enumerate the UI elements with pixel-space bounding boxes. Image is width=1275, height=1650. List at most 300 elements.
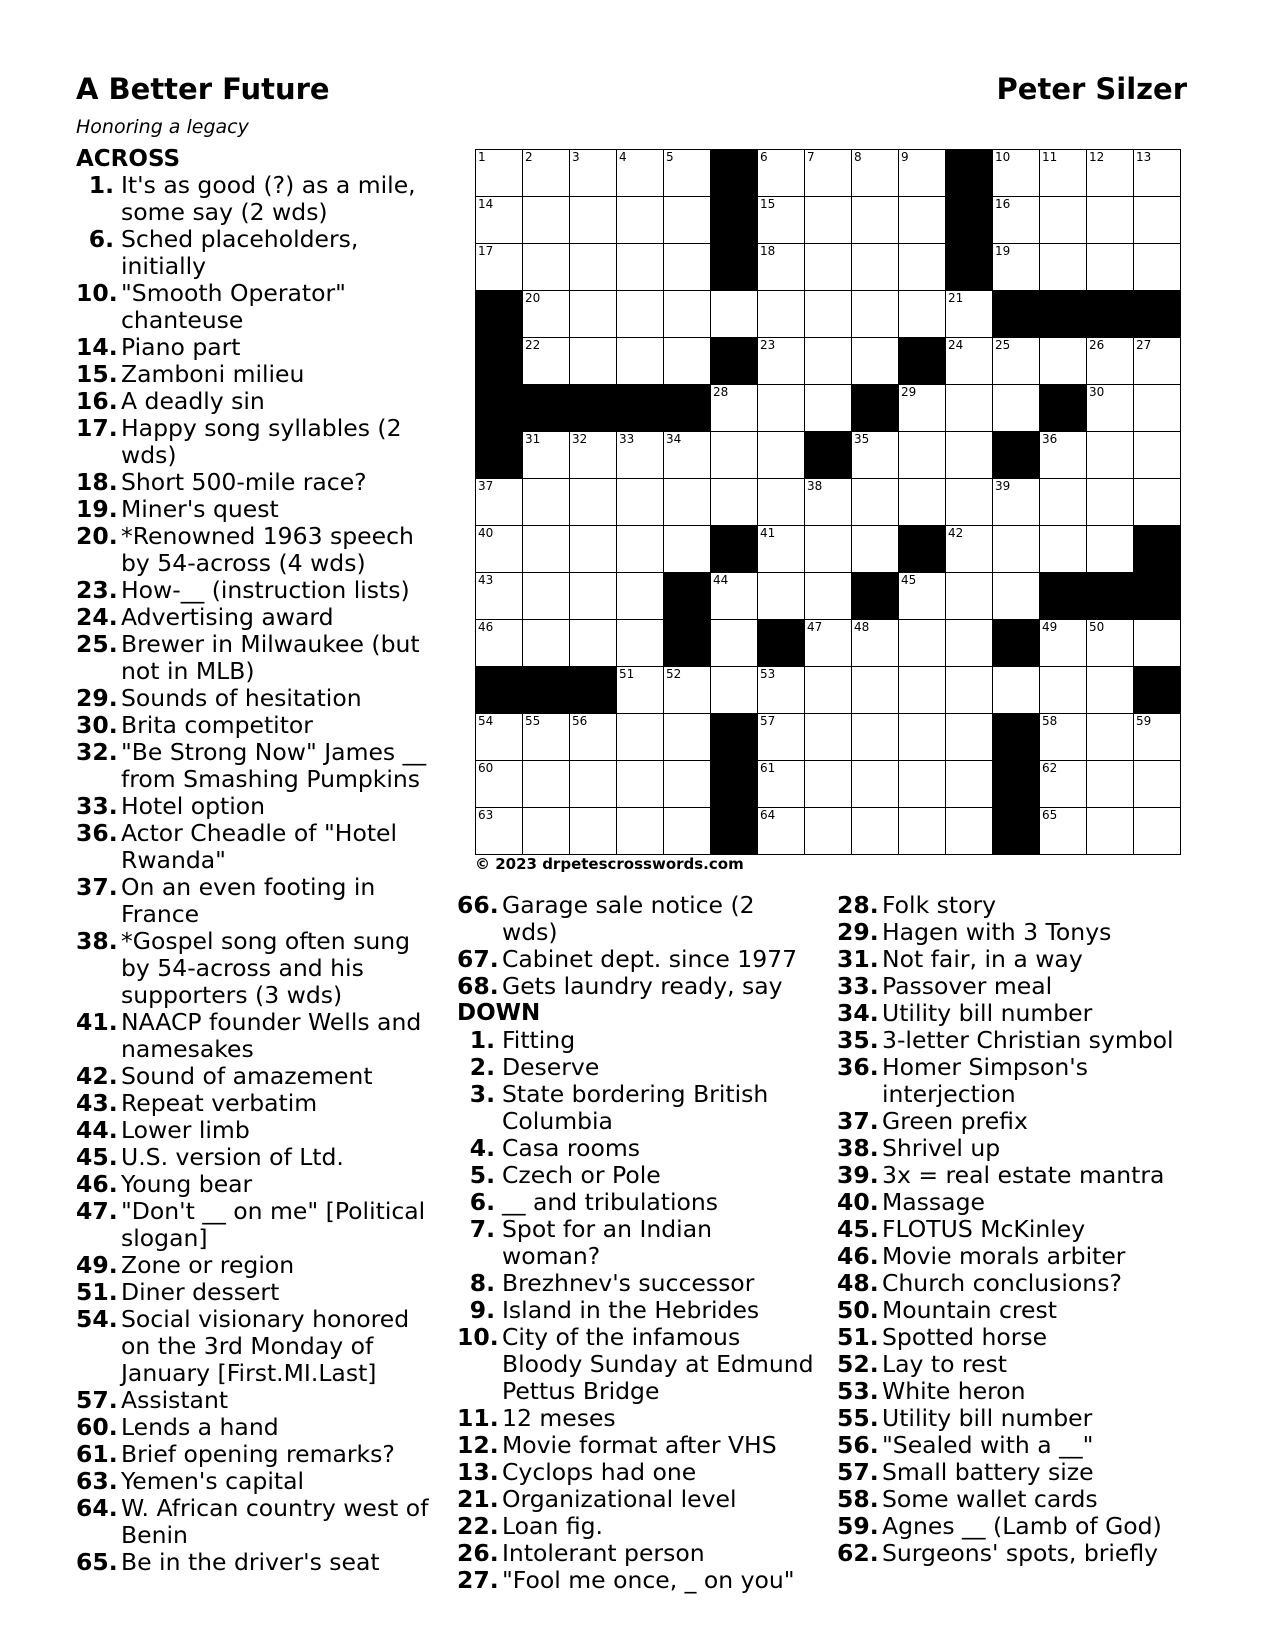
grid-cell[interactable] — [1040, 338, 1087, 385]
clue-item[interactable] — [837, 1432, 1177, 1459]
grid-cell[interactable] — [523, 197, 570, 244]
grid-cell[interactable] — [711, 573, 758, 620]
clue-item[interactable] — [837, 973, 1177, 1000]
clue-item[interactable] — [76, 820, 436, 874]
clue-number: 56. — [837, 1431, 879, 1459]
grid-cell[interactable] — [570, 244, 617, 291]
clue-item[interactable] — [837, 1297, 1177, 1324]
grid-cell[interactable] — [758, 291, 805, 338]
grid-cell[interactable] — [1087, 385, 1134, 432]
grid-cell[interactable] — [1040, 479, 1087, 526]
grid-cell[interactable] — [899, 620, 946, 667]
grid-cell[interactable] — [523, 808, 570, 855]
grid-cell[interactable] — [711, 291, 758, 338]
grid-block — [664, 573, 711, 620]
grid-cell[interactable] — [805, 620, 852, 667]
grid-cell[interactable] — [758, 526, 805, 573]
grid-cell[interactable] — [899, 291, 946, 338]
grid-cell[interactable] — [899, 150, 946, 197]
grid-cell[interactable] — [664, 197, 711, 244]
grid-cell[interactable] — [805, 291, 852, 338]
grid-cell[interactable] — [899, 573, 946, 620]
grid-cell[interactable] — [664, 761, 711, 808]
grid-cell[interactable] — [805, 150, 852, 197]
clue-item[interactable] — [457, 1567, 817, 1594]
grid-cell[interactable] — [523, 338, 570, 385]
clue-item[interactable] — [457, 1513, 817, 1540]
grid-cell[interactable] — [758, 479, 805, 526]
grid-block — [711, 150, 758, 197]
grid-cell[interactable] — [1087, 150, 1134, 197]
clue-number: 34. — [837, 999, 879, 1027]
clue-text: White heron — [882, 1377, 1026, 1405]
clue-text: Advertising award — [121, 603, 334, 631]
grid-cell[interactable] — [805, 573, 852, 620]
grid-cell[interactable] — [617, 526, 664, 573]
clue-item[interactable] — [837, 892, 1177, 919]
clue-item[interactable] — [76, 1441, 436, 1468]
grid-cell[interactable] — [664, 714, 711, 761]
grid-cell[interactable] — [758, 150, 805, 197]
grid-cell[interactable] — [664, 338, 711, 385]
clue-item[interactable] — [457, 1162, 817, 1189]
grid-cell[interactable] — [899, 385, 946, 432]
grid-cell[interactable] — [711, 620, 758, 667]
grid-cell[interactable] — [1087, 526, 1134, 573]
clue-item[interactable] — [457, 1297, 817, 1324]
grid-cell[interactable] — [1134, 714, 1181, 761]
grid-cell[interactable] — [758, 244, 805, 291]
clue-item[interactable] — [76, 1171, 436, 1198]
grid-cell[interactable] — [852, 150, 899, 197]
grid-cell[interactable] — [993, 197, 1040, 244]
grid-cell[interactable] — [1134, 197, 1181, 244]
grid-cell[interactable] — [993, 526, 1040, 573]
clue-item[interactable] — [837, 1135, 1177, 1162]
across-clues-column-2 — [457, 892, 817, 1000]
grid-cell[interactable] — [1087, 667, 1134, 714]
grid-block — [946, 197, 993, 244]
grid-cell[interactable] — [805, 667, 852, 714]
grid-cell[interactable] — [1040, 526, 1087, 573]
grid-cell[interactable] — [899, 432, 946, 479]
grid-cell[interactable] — [758, 808, 805, 855]
grid-cell[interactable] — [617, 808, 664, 855]
clue-item[interactable] — [457, 892, 817, 946]
clue-number: 45. — [76, 1143, 118, 1171]
grid-cell[interactable] — [758, 714, 805, 761]
clue-item[interactable] — [76, 1495, 436, 1549]
grid-cell[interactable] — [852, 244, 899, 291]
grid-block — [852, 385, 899, 432]
grid-cell[interactable] — [476, 761, 523, 808]
clue-item[interactable] — [76, 172, 436, 226]
clue-item[interactable] — [76, 928, 436, 1009]
grid-cell[interactable] — [758, 385, 805, 432]
clue-item[interactable] — [76, 1468, 436, 1495]
grid-cell[interactable] — [946, 338, 993, 385]
clue-item[interactable] — [76, 604, 436, 631]
grid-cell[interactable] — [664, 808, 711, 855]
clue-item[interactable] — [837, 946, 1177, 973]
grid-cell[interactable] — [617, 620, 664, 667]
clue-item[interactable] — [837, 1216, 1177, 1243]
clue-item[interactable] — [457, 1459, 817, 1486]
clue-item[interactable] — [76, 1117, 436, 1144]
clue-item[interactable] — [76, 1549, 436, 1576]
clue-item[interactable] — [76, 415, 436, 469]
clue-item[interactable] — [76, 226, 436, 280]
grid-cell[interactable] — [993, 573, 1040, 620]
clue-item[interactable] — [457, 1135, 817, 1162]
clue-item[interactable] — [76, 1063, 436, 1090]
grid-cell[interactable] — [523, 620, 570, 667]
clue-item[interactable] — [837, 919, 1177, 946]
clue-item[interactable] — [837, 1027, 1177, 1054]
grid-cell[interactable] — [711, 667, 758, 714]
grid-cell[interactable] — [570, 761, 617, 808]
grid-cell[interactable] — [523, 244, 570, 291]
clue-item[interactable] — [76, 874, 436, 928]
grid-cell[interactable] — [570, 291, 617, 338]
grid-cell[interactable] — [664, 479, 711, 526]
clue-item[interactable] — [76, 1009, 436, 1063]
clue-item[interactable] — [457, 973, 817, 1000]
grid-cell[interactable] — [664, 244, 711, 291]
grid-cell[interactable] — [617, 291, 664, 338]
grid-cell[interactable] — [476, 714, 523, 761]
grid-cell[interactable] — [570, 526, 617, 573]
grid-cell[interactable] — [946, 573, 993, 620]
clue-item[interactable] — [76, 1387, 436, 1414]
clue-text: Social visionary honored on the 3rd Monday of January [First.MI.Last] — [121, 1305, 410, 1387]
clue-number: 36. — [837, 1053, 879, 1081]
clue-text: 3-letter Christian symbol — [882, 1026, 1174, 1054]
grid-cell[interactable] — [1087, 479, 1134, 526]
clue-item[interactable] — [457, 1054, 817, 1081]
clue-item[interactable] — [837, 1270, 1177, 1297]
grid-cell[interactable] — [758, 573, 805, 620]
grid-cell[interactable] — [570, 338, 617, 385]
clue-number: 63. — [76, 1467, 118, 1495]
grid-cell[interactable] — [1040, 761, 1087, 808]
grid-cell[interactable] — [1087, 338, 1134, 385]
grid-cell[interactable] — [899, 667, 946, 714]
grid-cell[interactable] — [852, 714, 899, 761]
grid-cell[interactable] — [805, 244, 852, 291]
grid-cell[interactable] — [1087, 761, 1134, 808]
clue-item[interactable] — [837, 1243, 1177, 1270]
grid-cell[interactable] — [664, 526, 711, 573]
clue-item[interactable] — [837, 1513, 1177, 1540]
grid-cell[interactable] — [993, 338, 1040, 385]
clue-item[interactable] — [837, 1459, 1177, 1486]
clue-item[interactable] — [76, 1252, 436, 1279]
clue-item[interactable] — [837, 1054, 1177, 1108]
clue-item[interactable] — [837, 1324, 1177, 1351]
clue-item[interactable] — [457, 1189, 817, 1216]
grid-cell[interactable] — [852, 667, 899, 714]
grid-cell[interactable] — [1087, 244, 1134, 291]
grid-cell[interactable] — [1087, 714, 1134, 761]
grid-cell[interactable] — [570, 432, 617, 479]
grid-cell[interactable] — [476, 479, 523, 526]
clue-item[interactable] — [457, 1540, 817, 1567]
grid-cell[interactable] — [476, 197, 523, 244]
grid-cell[interactable] — [1040, 244, 1087, 291]
grid-cell[interactable] — [617, 338, 664, 385]
grid-cell[interactable] — [899, 197, 946, 244]
cell-number: 31 — [525, 432, 541, 446]
grid-cell[interactable] — [1040, 150, 1087, 197]
grid-cell[interactable] — [570, 197, 617, 244]
grid-cell[interactable] — [1040, 432, 1087, 479]
clue-item[interactable] — [76, 1144, 436, 1171]
grid-cell[interactable] — [805, 479, 852, 526]
grid-cell[interactable] — [1040, 667, 1087, 714]
grid-cell[interactable] — [852, 479, 899, 526]
grid-cell[interactable] — [617, 761, 664, 808]
grid-cell[interactable] — [1134, 244, 1181, 291]
clue-number: 1. — [88, 171, 114, 199]
grid-cell[interactable] — [476, 573, 523, 620]
grid-cell[interactable] — [1134, 150, 1181, 197]
grid-cell[interactable] — [852, 761, 899, 808]
grid-cell[interactable] — [805, 808, 852, 855]
cell-number: 2 — [525, 150, 533, 164]
grid-cell[interactable] — [993, 479, 1040, 526]
grid-cell[interactable] — [711, 385, 758, 432]
clue-number: 1. — [469, 1026, 495, 1054]
grid-cell[interactable] — [617, 150, 664, 197]
cell-number: 47 — [807, 620, 823, 634]
clue-item[interactable] — [76, 1090, 436, 1117]
grid-cell[interactable] — [664, 150, 711, 197]
grid-cell[interactable] — [805, 197, 852, 244]
grid-cell[interactable] — [946, 432, 993, 479]
clue-item[interactable] — [76, 334, 436, 361]
grid-cell[interactable] — [523, 761, 570, 808]
grid-cell[interactable] — [805, 526, 852, 573]
clue-item[interactable] — [457, 1405, 817, 1432]
clue-text: Some wallet cards — [882, 1485, 1098, 1513]
clue-item[interactable] — [837, 1162, 1177, 1189]
grid-cell[interactable] — [946, 620, 993, 667]
cell-number: 32 — [572, 432, 588, 446]
clue-item[interactable] — [457, 1027, 817, 1054]
grid-cell[interactable] — [617, 432, 664, 479]
grid-cell[interactable] — [570, 808, 617, 855]
clue-number: 24. — [76, 603, 118, 631]
clue-number: 52. — [837, 1350, 879, 1378]
grid-cell[interactable] — [570, 714, 617, 761]
grid-cell[interactable] — [1134, 432, 1181, 479]
cell-number: 12 — [1089, 150, 1105, 164]
grid-cell[interactable] — [476, 620, 523, 667]
grid-cell[interactable] — [946, 526, 993, 573]
grid-cell[interactable] — [758, 667, 805, 714]
grid-cell[interactable] — [852, 526, 899, 573]
clue-number: 8. — [469, 1269, 495, 1297]
grid-cell[interactable] — [617, 573, 664, 620]
clue-item[interactable] — [76, 1414, 436, 1441]
clue-item[interactable] — [837, 1378, 1177, 1405]
clue-item[interactable] — [457, 1486, 817, 1513]
grid-cell[interactable] — [664, 667, 711, 714]
grid-block — [993, 808, 1040, 855]
grid-cell[interactable] — [758, 761, 805, 808]
grid-cell[interactable] — [852, 620, 899, 667]
grid-cell[interactable] — [993, 150, 1040, 197]
grid-cell[interactable] — [617, 197, 664, 244]
grid-cell[interactable] — [1040, 620, 1087, 667]
grid-block — [852, 573, 899, 620]
clue-item[interactable] — [457, 1216, 817, 1270]
grid-cell[interactable] — [617, 244, 664, 291]
clue-item[interactable] — [76, 280, 436, 334]
grid-cell[interactable] — [1087, 197, 1134, 244]
grid-cell[interactable] — [523, 432, 570, 479]
clue-item[interactable] — [76, 631, 436, 685]
clue-item[interactable] — [76, 712, 436, 739]
grid-cell[interactable] — [617, 479, 664, 526]
grid-cell[interactable] — [852, 808, 899, 855]
grid-cell[interactable] — [946, 761, 993, 808]
crossword-grid[interactable] — [475, 149, 1181, 855]
clue-item[interactable] — [837, 1351, 1177, 1378]
clue-item[interactable] — [76, 388, 436, 415]
grid-cell[interactable] — [946, 714, 993, 761]
clue-number: 33. — [837, 972, 879, 1000]
grid-cell[interactable] — [1040, 197, 1087, 244]
grid-cell[interactable] — [617, 714, 664, 761]
clue-item[interactable] — [76, 523, 436, 577]
grid-cell[interactable] — [1134, 761, 1181, 808]
grid-cell[interactable] — [1134, 620, 1181, 667]
grid-cell[interactable] — [664, 432, 711, 479]
clue-text: "Don't __ on me" [Political slogan] — [121, 1197, 426, 1252]
grid-block — [476, 385, 523, 432]
grid-cell[interactable] — [1134, 808, 1181, 855]
clue-item[interactable] — [457, 1081, 817, 1135]
grid-cell[interactable] — [899, 808, 946, 855]
clue-text: Island in the Hebrides — [502, 1296, 760, 1324]
clue-text: "Sealed with a __" — [882, 1431, 1094, 1459]
clue-item[interactable] — [457, 1432, 817, 1459]
grid-cell[interactable] — [805, 714, 852, 761]
grid-block — [993, 620, 1040, 667]
grid-cell[interactable] — [852, 432, 899, 479]
grid-cell[interactable] — [476, 526, 523, 573]
clue-item[interactable] — [76, 1279, 436, 1306]
grid-cell[interactable] — [1087, 432, 1134, 479]
grid-cell[interactable] — [993, 385, 1040, 432]
grid-cell[interactable] — [805, 385, 852, 432]
grid-cell[interactable] — [946, 808, 993, 855]
grid-cell[interactable] — [523, 526, 570, 573]
grid-cell[interactable] — [711, 479, 758, 526]
grid-cell[interactable] — [570, 573, 617, 620]
grid-cell[interactable] — [476, 150, 523, 197]
clue-item[interactable] — [76, 361, 436, 388]
grid-cell[interactable] — [1040, 714, 1087, 761]
clue-item[interactable] — [76, 739, 436, 793]
clue-item[interactable] — [457, 946, 817, 973]
clue-item[interactable] — [837, 1405, 1177, 1432]
clue-item[interactable] — [76, 793, 436, 820]
grid-cell[interactable] — [993, 244, 1040, 291]
cell-number: 61 — [760, 761, 776, 775]
grid-block — [570, 667, 617, 714]
grid-cell[interactable] — [805, 338, 852, 385]
grid-cell[interactable] — [570, 620, 617, 667]
grid-cell[interactable] — [946, 291, 993, 338]
grid-cell[interactable] — [1134, 479, 1181, 526]
clue-text: Zone or region — [121, 1251, 295, 1279]
grid-cell[interactable] — [852, 338, 899, 385]
grid-cell[interactable] — [664, 291, 711, 338]
clue-item[interactable] — [76, 1306, 436, 1387]
clue-item[interactable] — [76, 577, 436, 604]
grid-cell[interactable] — [523, 291, 570, 338]
grid-cell[interactable] — [946, 667, 993, 714]
grid-cell[interactable] — [852, 291, 899, 338]
clue-item[interactable] — [837, 1540, 1177, 1567]
clue-number: 48. — [837, 1269, 879, 1297]
clue-item[interactable] — [76, 685, 436, 712]
grid-cell[interactable] — [1040, 808, 1087, 855]
grid-cell[interactable] — [1134, 338, 1181, 385]
clue-item[interactable] — [457, 1270, 817, 1297]
grid-cell[interactable] — [523, 150, 570, 197]
grid-cell[interactable] — [758, 432, 805, 479]
clue-item[interactable] — [837, 1108, 1177, 1135]
grid-cell[interactable] — [758, 197, 805, 244]
clue-item[interactable] — [837, 1000, 1177, 1027]
grid-cell[interactable] — [570, 479, 617, 526]
grid-cell[interactable] — [523, 479, 570, 526]
cell-number: 9 — [901, 150, 909, 164]
clue-item[interactable] — [76, 1198, 436, 1252]
grid-cell[interactable] — [476, 808, 523, 855]
clue-item[interactable] — [837, 1189, 1177, 1216]
grid-cell[interactable] — [899, 479, 946, 526]
grid-cell[interactable] — [946, 479, 993, 526]
grid-cell[interactable] — [1134, 385, 1181, 432]
grid-cell[interactable] — [570, 150, 617, 197]
grid-cell[interactable] — [899, 761, 946, 808]
clue-item[interactable] — [76, 469, 436, 496]
grid-cell[interactable] — [1087, 620, 1134, 667]
grid-cell[interactable] — [617, 667, 664, 714]
grid-cell[interactable] — [711, 432, 758, 479]
grid-cell[interactable] — [899, 714, 946, 761]
grid-cell[interactable] — [899, 244, 946, 291]
clue-item[interactable] — [457, 1324, 817, 1405]
clue-item[interactable] — [76, 496, 436, 523]
grid-cell[interactable] — [1087, 808, 1134, 855]
grid-cell[interactable] — [523, 714, 570, 761]
grid-cell[interactable] — [993, 667, 1040, 714]
grid-cell[interactable] — [476, 244, 523, 291]
grid-cell[interactable] — [852, 197, 899, 244]
grid-cell[interactable] — [758, 338, 805, 385]
grid-cell[interactable] — [946, 385, 993, 432]
grid-cell[interactable] — [805, 761, 852, 808]
clue-item[interactable] — [837, 1486, 1177, 1513]
clue-text: *Renowned 1963 speech by 54-across (4 wds) — [121, 522, 414, 577]
grid-cell[interactable] — [523, 573, 570, 620]
